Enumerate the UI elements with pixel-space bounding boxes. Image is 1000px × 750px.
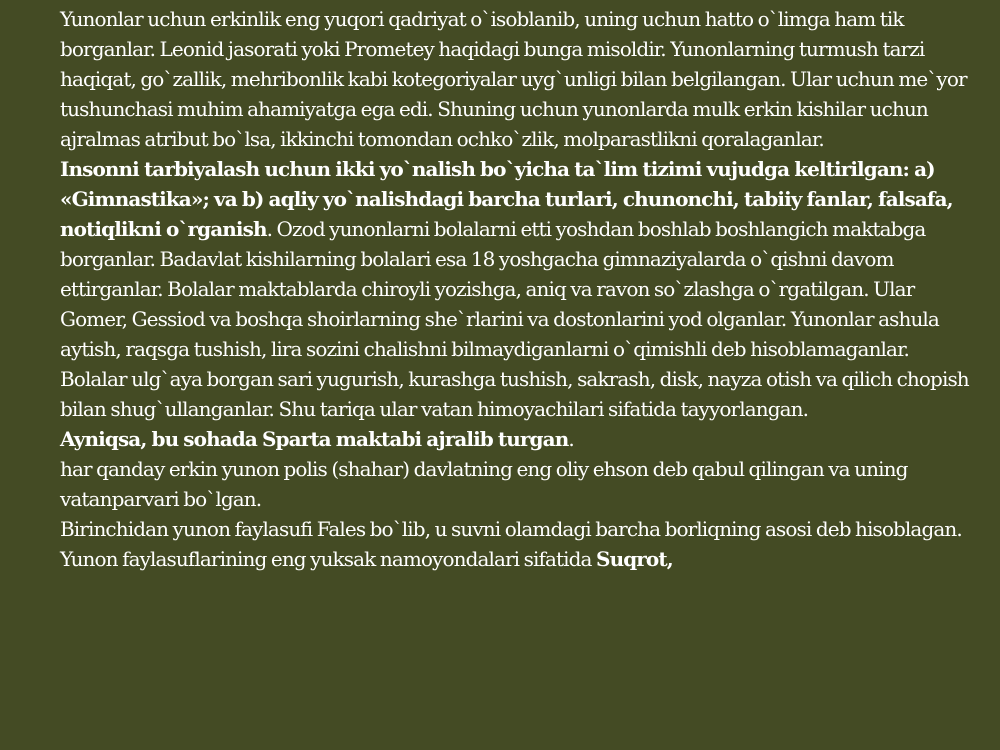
paragraph-education: [60, 154, 970, 424]
bold-text: Ayniqsa, bu sohada Sparta maktabi ajralib turgan: [60, 427, 569, 451]
paragraph-text: . Ozod yunonlarni bolalarni etti yoshdan boshlab boshlangich maktabga borganlar. Badavlat kishilarning bolalari esa 18 yoshgacha gimnaziyalarda o`qishni davom ettirganlar. Bolalar maktablarda chiroyli yozishga, aniq va ravon so`zlashga o`rgatilgan. Ular Gomer, Gessiod va boshqa shoirlarning she`rlarini va dostonlarini yod olganlar. Yunonlar ashula aytish, raqsga tushish, lira sozini chalishni bilmaydiganlarni o`qimishli deb hisoblamaganlar. Bolalar ulg`aya borgan sari yugurish, kurashga tushish, sakrash, disk, nayza otish va qilich chopish bilan shug`ullanganlar. Shu tariqa ular vatan himoyachilari sifatida tayyorlangan.: [60, 217, 969, 421]
paragraph-polis: [60, 454, 970, 514]
paragraph-text: har qanday erkin yunon polis (shahar) davlatning eng oliy ehson deb qabul qilingan va uning vatanparvari bo`lgan.: [60, 457, 908, 511]
bold-text: Insonni tarbiyalash uchun ikki yo`nalish bo`yicha ta`lim tizimi vujudga keltirilgan: a) «Gimnastika»; va b) aqliy yo`nalishdagi barcha turlari, chunonchi, tabiiy fanlar, falsafa, notiqlikni o`rganish: [60, 157, 953, 241]
paragraph-sparta: [60, 424, 970, 454]
paragraph-philosophers: [60, 514, 970, 574]
paragraph-text: Birinchidan yunon faylasufi Fales bo`lib, u suvni olamdagi barcha borliqning asosi deb hisoblagan. Yunon faylasuflarining eng yuksak namoyondalari sifatida: [60, 517, 962, 571]
text-body: [60, 4, 970, 574]
bold-text: Suqrot,: [596, 547, 673, 571]
paragraph-freedom: [60, 4, 970, 154]
paragraph-text: Yunonlar uchun erkinlik eng yuqori qadriyat o`isoblanib, uning uchun hatto o`limga ham tik borganlar. Leonid jasorati yoki Prometey haqidagi bunga misoldir. Yunonlarning turmush tarzi haqiqat, go`zallik, mehribonlik kabi kotegoriyalar uyg`unligi bilan belgilangan. Ular uchun me`yor tushunchasi muhim ahamiyatga ega edi. Shuning uchun yunonlarda mulk erkin kishilar uchun ajralmas atribut bo`lsa, ikkinchi tomondan ochko`zlik, molparastlikni qoralaganlar.: [60, 7, 967, 151]
paragraph-text: .: [568, 427, 574, 451]
